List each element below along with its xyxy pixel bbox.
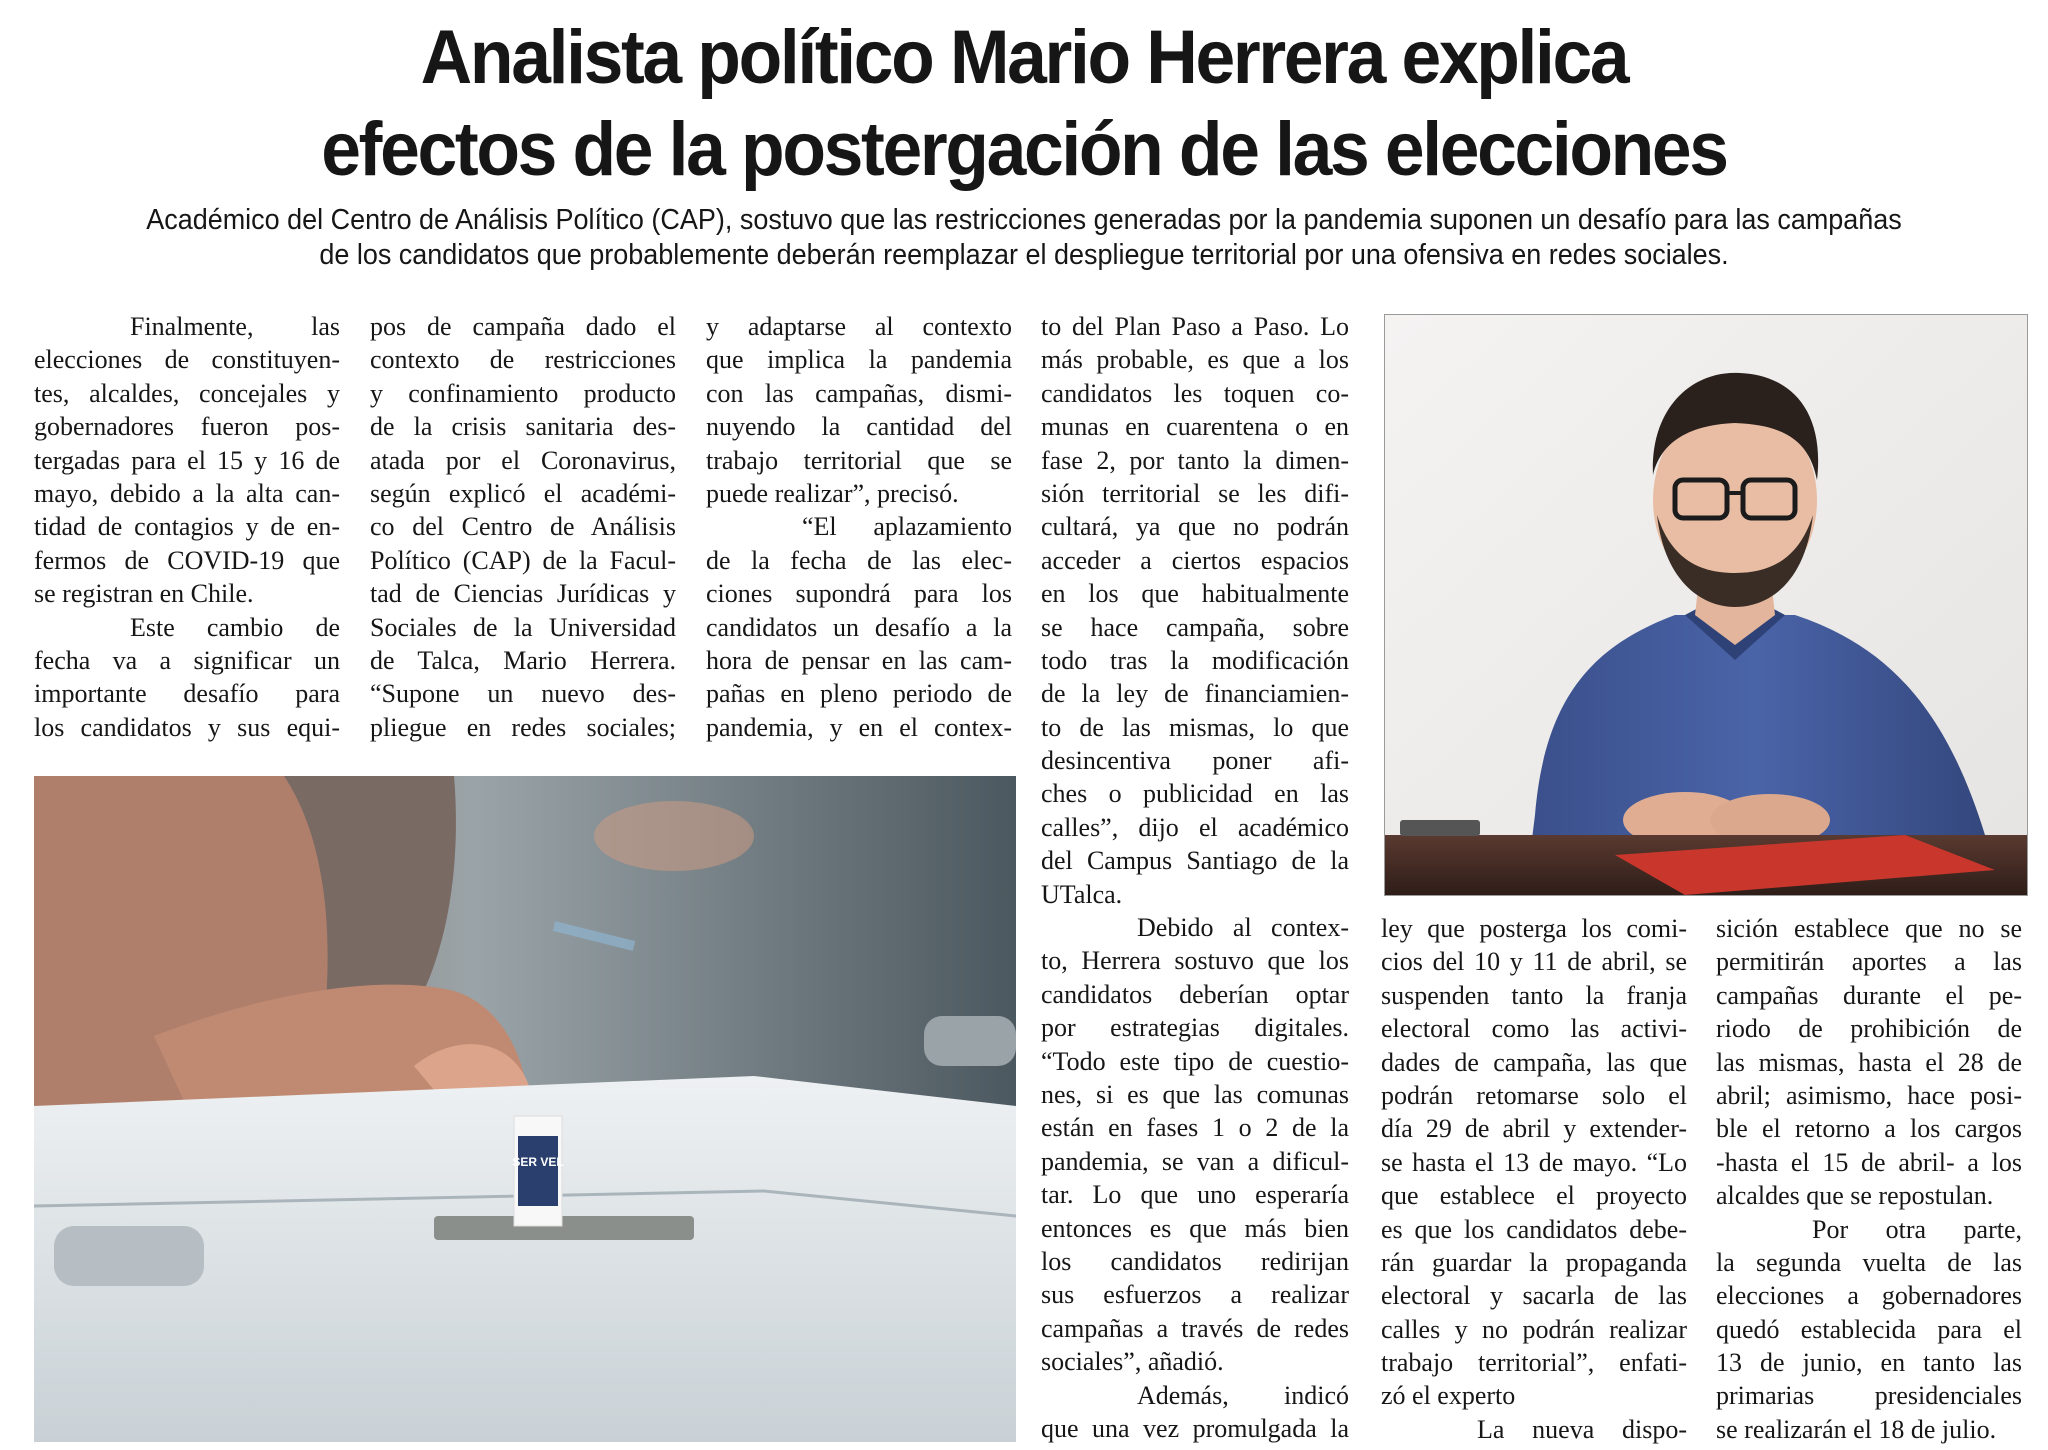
text-line: pañas en pleno periodo de [706,679,1012,709]
text-line: Político (CAP) de la Facul- [370,545,676,575]
text-line: pandemia, y en el contex- [706,712,1012,742]
text-line: los candidatos redirijan [1041,1246,1349,1276]
text-line: trabajo territorial que se [706,445,1012,475]
text-line: tar. Lo que uno esperaría [1041,1180,1349,1210]
text-line: las mismas, hasta el 28 de [1716,1047,2022,1077]
text-line: acceder a ciertos espacios [1041,545,1349,575]
text-line: campañas durante el pe- [1716,980,2022,1010]
article-column-4 [1041,310,1349,1445]
text-line: según explicó el académi- [370,478,676,508]
text-line: más probable, es que a los [1041,345,1349,375]
portrait-photo [1384,314,2028,896]
text-line: es que los candidatos debe- [1381,1214,1687,1244]
text-line: munas en cuarentena o en [1041,412,1349,442]
text-line: to, Herrera sostuvo que los [1041,946,1349,976]
text-line: tad de Ciencias Jurídicas y [370,579,676,609]
text-line: co del Centro de Análisis [370,512,676,542]
ballot-box-photo [34,776,1016,1442]
text-line: mayo, debido a la alta can- [34,478,340,508]
text-line: campañas a través de redes [1041,1313,1349,1343]
text-line: zó el experto [1381,1381,1516,1411]
text-line: 13 de junio, en tanto las [1716,1348,2022,1378]
text-line: y adaptarse al contexto [706,312,1012,341]
text-line: candidatos un desafío a la [706,612,1012,642]
article-column-2 [370,310,676,744]
text-line: candidatos deberían optar [1041,979,1349,1009]
text-line: Debido al contex- [1137,913,1349,943]
text-line: nes, si es que las comunas [1041,1079,1349,1109]
deck [60,203,1988,273]
text-line: de la crisis sanitaria des- [370,412,676,442]
text-line: calles y no podrán realizar [1381,1314,1687,1344]
text-line: Sociales de la Universidad [370,612,676,642]
text-line: tergadas para el 15 y 16 de [34,445,340,475]
text-line: sociales”, añadió. [1041,1347,1224,1377]
text-line: rán guardar la propaganda [1381,1247,1687,1277]
text-line: abril; asimismo, hace posi- [1716,1080,2022,1110]
article-column-5 [1381,912,1687,1446]
text-line: elecciones de constituyen- [34,345,340,375]
text-line: electoral y sacarla de las [1381,1281,1687,1311]
text-line: y confinamiento producto [370,378,676,408]
text-line: día 29 de abril y extender- [1381,1114,1687,1144]
text-line: entonces es que más bien [1041,1213,1349,1243]
text-line: que una vez promulgada la [1041,1413,1349,1443]
text-line: dades de campaña, las que [1381,1047,1687,1077]
text-line: todo tras la modificación [1041,645,1349,675]
text-line: ley que posterga los comi- [1381,914,1687,943]
text-line: que implica la pandemia [706,345,1012,375]
text-line: Finalmente, las [130,312,340,341]
text-line: alcaldes que se repostulan. [1716,1181,1994,1211]
article-column-1 [34,310,340,744]
text-line: Por otra parte, [1812,1214,2022,1244]
text-line: permitirán aportes a las [1716,947,2022,977]
text-line: de Talca, Mario Herrera. [370,645,676,675]
text-line: importante desafío para [34,679,340,709]
deck-line-2: de los candidatos que probablemente deberán reemplazar el despliegue territorial por una ofensiva en redes sociales. [319,239,1729,271]
text-line: riodo de prohibición de [1716,1014,2022,1044]
text-line: “Todo este tipo de cuestio- [1041,1046,1349,1076]
text-line: to del Plan Paso a Paso. Lo [1041,312,1349,341]
text-line: puede realizar”, precisó. [706,478,959,508]
text-line: tes, alcaldes, concejales y [34,378,340,408]
text-line: gobernadores fueron pos- [34,412,340,442]
text-line: -hasta el 15 de abril- a los [1716,1147,2022,1177]
text-line: los candidatos y sus equi- [34,712,340,742]
text-line: sión territorial se les difi- [1041,478,1349,508]
text-line: de la fecha de las elec- [706,545,1012,575]
text-line: pos de campaña dado el [370,312,676,341]
text-line: Además, indicó [1137,1380,1349,1410]
text-line: tidad de contagios y de en- [34,512,340,542]
text-line: ches o publicidad en las [1041,779,1349,809]
text-line: la segunda vuelta de las [1716,1247,2022,1277]
text-line: se hace campaña, sobre [1041,612,1349,642]
text-line: fermos de COVID-19 que [34,545,340,575]
article-column-6 [1716,912,2022,1446]
headline [61,12,1986,196]
text-line: podrán retomarse solo el [1381,1080,1687,1110]
text-line: atada por el Coronavirus, [370,445,676,475]
text-line: to de las mismas, lo que [1041,712,1349,742]
text-line: hora de pensar en las cam- [706,645,1012,675]
text-line: pandemia, se van a dificul- [1041,1146,1349,1176]
text-line: electoral como las activi- [1381,1014,1687,1044]
text-line: primarias presidenciales [1716,1381,2022,1411]
text-line: que establece el proyecto [1381,1181,1687,1211]
text-line: se registran en Chile. [34,579,254,609]
text-line: calles”, dijo el académico [1041,812,1349,842]
text-line: están en fases 1 o 2 de la [1041,1113,1349,1143]
text-line: trabajo territorial”, enfati- [1381,1348,1687,1378]
text-line: suspenden tanto la franja [1381,980,1687,1010]
text-line: elecciones a gobernadores [1716,1281,2022,1311]
text-line: con las campañas, dismi- [706,378,1012,408]
text-line: se realizarán el 18 de julio. [1716,1414,1997,1444]
text-line: ciones supondrá para los [706,579,1012,609]
headline-line-2: efectos de la postergación de las elecciones [321,107,1727,192]
text-line: Este cambio de [130,612,340,642]
text-line: del Campus Santiago de la [1041,846,1349,876]
deck-line-1: Académico del Centro de Análisis Político (CAP), sostuvo que las restricciones generadas por la pandemia suponen un desafío para las campañas [146,204,1902,236]
text-line: sus esfuerzos a realizar [1041,1280,1349,1310]
text-line: candidatos les toquen co- [1041,378,1349,408]
text-line: “Supone un nuevo des- [370,679,676,709]
article-column-3 [706,310,1012,744]
text-line: fase 2, por tanto la dimen- [1041,445,1349,475]
headline-line-1: Analista político Mario Herrera explica [420,15,1628,100]
text-line: se hasta el 13 de mayo. “Lo [1381,1147,1687,1177]
text-line: contexto de restricciones [370,345,676,375]
text-line: UTalca. [1041,879,1123,909]
text-line: sición establece que no se [1716,914,2022,943]
text-line: por estrategias digitales. [1041,1013,1349,1043]
text-line: La nueva dispo- [1477,1414,1687,1444]
text-line: de la ley de financiamien- [1041,679,1349,709]
text-line: pliegue en redes sociales; [370,712,676,742]
text-line: “El aplazamiento [802,512,1012,542]
text-line: fecha va a significar un [34,645,340,675]
text-line: quedó establecida para el [1716,1314,2022,1344]
text-line: en los que habitualmente [1041,579,1349,609]
text-line: cultará, ya que no podrán [1041,512,1349,542]
text-line: nuyendo la cantidad del [706,412,1012,442]
text-line: desincentiva poner afi- [1041,746,1349,776]
ballot-label: SER VEL [512,1155,564,1169]
text-line: ble el retorno a los cargos [1716,1114,2022,1144]
text-line: cios del 10 y 11 de abril, se [1381,947,1687,977]
